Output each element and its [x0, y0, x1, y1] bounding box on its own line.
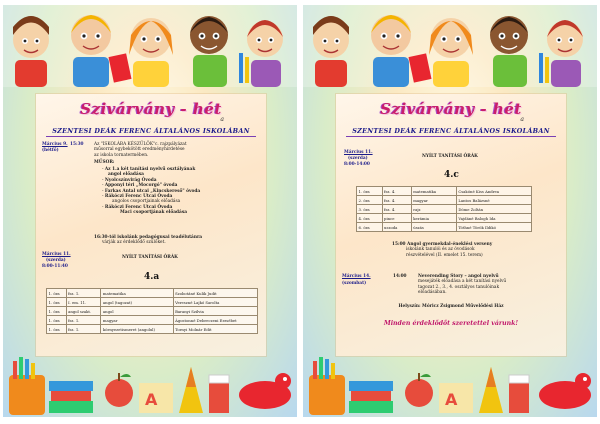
table-cell: 4. óra — [357, 214, 383, 223]
table-cell: 1. óra — [47, 307, 67, 316]
table-cell: matematika — [411, 187, 456, 196]
table-cell: fsz. 4. — [382, 187, 411, 196]
school-supplies-footer-illustration — [3, 347, 297, 417]
poster-page-left — [3, 5, 297, 417]
table-cell: úszás — [411, 223, 456, 232]
table-cell: 3. óra — [357, 205, 383, 214]
program-item: - Farkas Antal utcai „Kincskereső" óvoda — [102, 188, 201, 194]
table-cell: 1. óra — [47, 298, 67, 307]
program-list: - Az 1.a két tanítási nyelvű osztályának angol előadása - Nyolcszínvirág Óvoda - Apponyi téri „Mocorgó" óvoda - Farkas Antal utcai „Kincskereső" óvoda - Rákóczi Ferenc Utcai Óvoda angolos csoportjainak előadása - Rákóczi Ferenc Utcai Óvoda Maci csoportjának előadása — [102, 167, 262, 216]
table-cell: kerámia — [411, 214, 456, 223]
school-supplies-footer-illustration — [303, 347, 597, 417]
table-cell: angol — [101, 307, 173, 316]
table-cell: Baranyi Szilvia — [173, 307, 257, 316]
open-lessons-heading: NYÍLT TANÍTÁSI ÓRÁK — [422, 154, 478, 159]
open-lessons-heading: NYÍLT TANÍTÁSI ÓRÁK — [122, 255, 178, 260]
title-suffix: a — [220, 116, 224, 123]
table-row — [357, 223, 532, 232]
table-cell: környezetismeret (angolul) — [101, 325, 173, 334]
school-underline — [346, 136, 556, 137]
story-play-text: Neverending Story – angol nyelvű mesejáték előadása a két tanítási nyelvű tagozat 2., 3., 4. osztályos tanulóinak előadásában. — [418, 274, 507, 296]
table-row — [357, 196, 532, 205]
table-cell: rajz — [411, 205, 456, 214]
program-heading: MŰSOR: — [94, 160, 115, 165]
day-wednesday: (szerda) — [46, 258, 66, 263]
day-wednesday: (szerda) — [348, 156, 368, 161]
table-cell: magyar — [101, 316, 173, 325]
table-cell: pince — [382, 214, 411, 223]
table-row — [47, 289, 258, 298]
table-cell: angol (tagozat) — [101, 298, 173, 307]
poster-title: Szivárvány - hét — [80, 100, 222, 118]
poster-title: Szivárvány - hét — [380, 100, 522, 118]
day-saturday: (szombat) — [342, 281, 367, 286]
program-item: - Rákóczi Ferenc Utcai Óvoda — [102, 194, 173, 200]
program-item: - Nyolcszínvirág Óvoda — [102, 177, 157, 183]
program-item: - Rákóczi Ferenc Utcai Óvoda — [102, 204, 173, 210]
table-row — [47, 307, 258, 316]
children-banner-illustration — [303, 5, 597, 87]
table-cell: 1. óra — [47, 316, 67, 325]
time-range: 8:00-14:00 — [344, 162, 370, 167]
table-row — [47, 316, 258, 325]
date-march-14: Március 14. — [342, 274, 371, 279]
time-1400: 14:00 — [393, 274, 407, 279]
table-cell: 1. óra — [47, 289, 67, 298]
class-label-4a: 4.a — [144, 272, 160, 282]
table-cell: Tornyi Molnár Edit — [173, 325, 257, 334]
poster-page-right — [303, 5, 597, 417]
poster-card-right — [336, 94, 566, 356]
children-banner-illustration — [3, 5, 297, 87]
table-cell: Vereszné Lajkó Sarolta — [173, 298, 257, 307]
school-name: SZENTESI DEÁK FERENC ÁLTALÁNOS ISKOLÁBAN — [352, 127, 550, 135]
table-row — [47, 298, 258, 307]
schedule-table-4c — [356, 186, 532, 232]
table-cell: Ágostonné Debreczeni Erzsébet — [173, 316, 257, 325]
table-row — [357, 214, 532, 223]
table-row — [357, 187, 532, 196]
drawing-contest-text: Az "ISKOLÁBA KÉSZÜLÖK"c. rajzpályázat műsorral egybekötött eredményhirdetése az iskola tornatermében. — [94, 142, 187, 158]
table-cell: Csakóné Kiss Andrea — [456, 187, 531, 196]
program-item: - Az 1.a két tanítási nyelvű osztályának — [102, 167, 196, 172]
table-cell: I. em. 11. — [66, 298, 101, 307]
venue-text: Helyszín: Móricz Zsigmond Művelődési Ház — [398, 304, 504, 309]
program-item: - Apponyi téri „Mocorgó" óvoda — [102, 183, 178, 189]
table-cell: matematika — [101, 289, 173, 298]
song-contest-text: 15:00 Angol gyermekdal-éneklési verseny iskolánk tanulói és az óvodások részvételével (II. emelet 15. terem) — [392, 242, 493, 258]
time-1530: 15:30 — [70, 142, 84, 147]
table-cell: 6. óra — [357, 223, 383, 232]
tea-invitation: 16:30-tól iskolánk pedagógusai teadélutánra várják az érdeklődő szülőket. — [94, 235, 203, 246]
table-cell: fsz. 4. — [382, 196, 411, 205]
class-label-4c: 4.c — [444, 170, 459, 180]
school-underline — [46, 136, 256, 137]
table-row — [357, 205, 532, 214]
closing-invitation: Minden érdeklődőt szeretettel várunk! — [383, 320, 519, 327]
svg-text:A: A — [145, 390, 158, 409]
poster-card-left — [36, 94, 266, 356]
table-cell: angol szakt. — [66, 307, 101, 316]
table-cell: Szobotáné Kulik Judit — [173, 289, 257, 298]
title-suffix: a — [520, 116, 524, 123]
table-cell: fsz. 1. — [66, 325, 101, 334]
table-cell: magyar — [411, 196, 456, 205]
school-name: SZENTESI DEÁK FERENC ÁLTALÁNOS ISKOLÁBAN — [52, 127, 250, 135]
date-march-9: Március 9. — [42, 142, 68, 147]
table-cell: 1. óra — [357, 187, 383, 196]
date-march-11: Március 11. — [42, 252, 71, 257]
table-cell: uszoda — [382, 223, 411, 232]
date-march-11: Március 11. — [344, 150, 373, 155]
day-monday: (hétfő) — [42, 148, 59, 153]
table-cell: fsz. 1. — [66, 289, 101, 298]
table-cell: fsz. 4. — [382, 205, 411, 214]
table-cell: Lantos Balázsné — [456, 196, 531, 205]
table-cell: 2. óra — [357, 196, 383, 205]
table-cell: 1. óra — [47, 325, 67, 334]
table-row — [47, 325, 258, 334]
table-cell: Döme Zoltán — [456, 205, 531, 214]
time-range: 8:00-11:40 — [42, 264, 68, 269]
schedule-table-4a — [46, 288, 258, 334]
svg-text:A: A — [445, 390, 458, 409]
table-cell: fsz. 1. — [66, 316, 101, 325]
table-cell: Vajdáné Balogh Ida — [456, 214, 531, 223]
table-cell: Tóthné Török Ildikó — [456, 223, 531, 232]
